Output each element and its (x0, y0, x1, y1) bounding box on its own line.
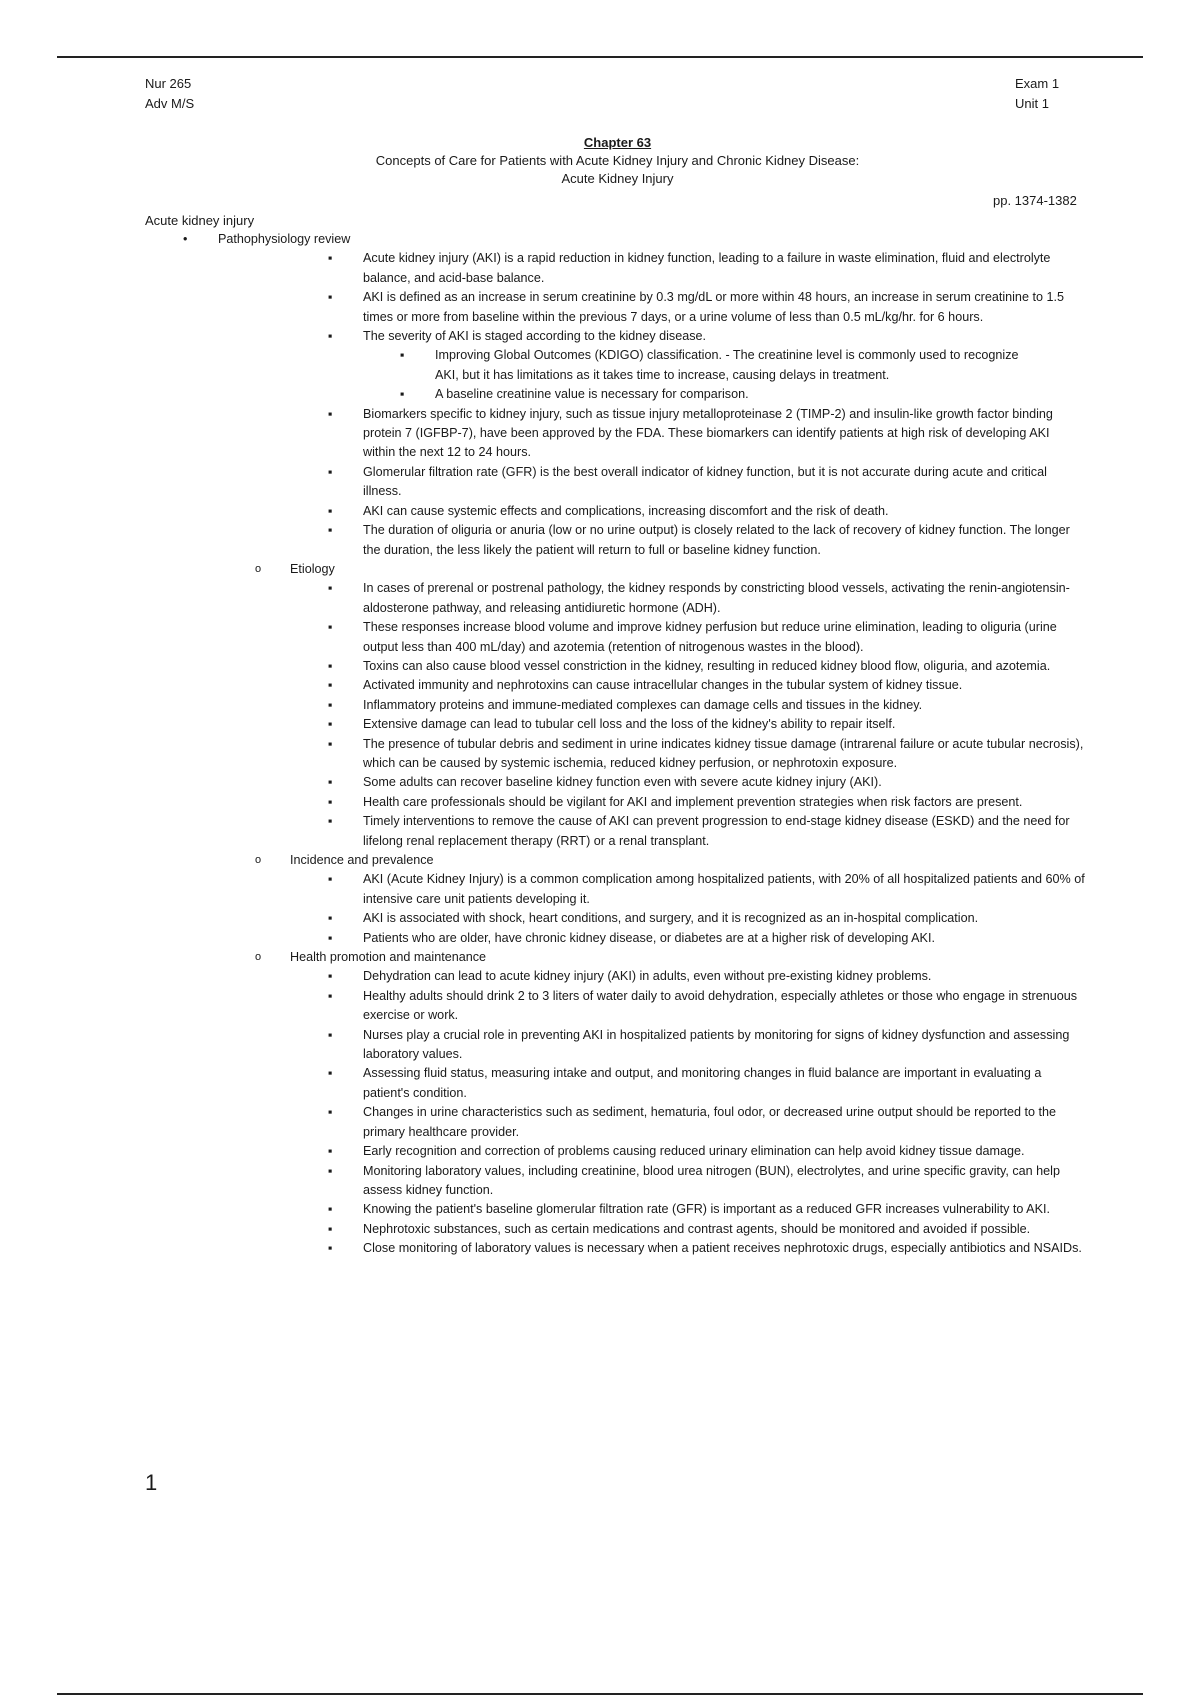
pathophysiology-list (0, 249, 1200, 346)
list-item (0, 405, 1200, 463)
unit-label: Unit 1 (1015, 96, 1049, 111)
bullet-disc-icon: • (183, 232, 188, 246)
list-item-text: Toxins can also cause blood vessel constriction in the kidney, resulting in reduced kidney blood flow, oliguria, and azotemia. (363, 658, 1051, 673)
bullet-square-icon: ▪ (328, 736, 333, 751)
top-rule (57, 56, 1143, 58)
chapter-subtitle-line1: Concepts of Care for Patients with Acute Kidney Injury and Chronic Kidney Disease: (375, 153, 860, 168)
list-item-text: Acute kidney injury (AKI) is a rapid reduction in kidney function, leading to a failure in waste elimination, fluid and electrolyte balance, and acid-base balance. (363, 251, 1051, 285)
health-promotion-heading-list (0, 948, 1200, 967)
bullet-square-icon: ▪ (328, 678, 333, 693)
list-item-etiology (0, 560, 1200, 579)
list-item-text: Some adults can recover baseline kidney function even with severe acute kidney injury (AKI). (363, 775, 882, 790)
incidence-label: Incidence and prevalence (290, 853, 434, 867)
list-item-text: Patients who are older, have chronic kidney disease, or diabetes are at a higher risk of developing AKI. (363, 930, 935, 945)
bullet-square-icon: ▪ (328, 814, 333, 829)
bullet-square-icon: ▪ (328, 969, 333, 984)
list-item-text: Assessing fluid status, measuring intake and output, and monitoring changes in fluid balance are important in evaluating a patient's condition. (363, 1066, 1042, 1100)
list-item (0, 1200, 1200, 1219)
list-item (0, 735, 1200, 774)
etiology-heading-list (0, 560, 1200, 579)
bullet-square-icon: ▪ (328, 775, 333, 790)
sub-list-item-text: A baseline creatinine value is necessary for comparison. (435, 387, 749, 402)
bullet-square-icon: ▪ (328, 988, 333, 1003)
list-item (0, 987, 1200, 1026)
list-item-text: The severity of AKI is staged according to the kidney disease. (363, 329, 707, 344)
pathophysiology-sublist (0, 346, 1200, 404)
bottom-rule (57, 1693, 1143, 1695)
health-promotion-label: Health promotion and maintenance (290, 950, 487, 965)
bullet-square-icon: ▪ (328, 503, 333, 518)
bullet-square-icon: ▪ (328, 464, 333, 479)
list-item (0, 1239, 1200, 1258)
list-item (0, 1162, 1200, 1201)
etiology-label: Etiology (290, 561, 335, 576)
list-item-text: AKI (Acute Kidney Injury) is a common complication among hospitalized patients, with 20% of all hospitalized patients and 60% of intensive care unit patients developing it. (363, 872, 1085, 906)
list-item (0, 967, 1200, 986)
bullet-square-icon: ▪ (328, 697, 333, 712)
list-item-text: In cases of prerenal or postrenal pathology, the kidney responds by constricting blood vessels, activating the renin-angiotensin-aldosterone pathway, and releasing antidiuretic hormone (ADH). (363, 581, 1070, 615)
bullet-square-icon: ▪ (328, 1066, 333, 1081)
list-item-text: Health care professionals should be vigilant for AKI and implement prevention strategies when risk factors are present. (363, 794, 1023, 809)
list-item (0, 249, 1200, 288)
bullet-square-icon: ▪ (328, 290, 333, 305)
exam-label: Exam 1 (1015, 76, 1060, 91)
title-block (0, 134, 1200, 188)
bullet-square-icon: ▪ (328, 1241, 333, 1256)
health-promotion-list (0, 967, 1200, 1258)
list-item-health-promotion (0, 948, 1200, 967)
bullet-square-icon: ▪ (328, 1163, 333, 1178)
list-item (0, 618, 1200, 657)
list-item-text: Timely interventions to remove the cause of AKI can prevent progression to end-stage kidney disease (ESKD) and the need for lifelong renal replacement therapy (RRT) or a renal transplant. (363, 814, 1070, 848)
bullet-square-icon: ▪ (328, 1105, 333, 1120)
list-item-text: Dehydration can lead to acute kidney injury (AKI) in adults, even without pre-existing kidney problems. (363, 969, 932, 984)
bullet-square-icon: ▪ (328, 581, 333, 596)
bullet-square-icon: ▪ (328, 523, 333, 538)
list-item-text: Changes in urine characteristics such as sediment, hematuria, foul odor, or decreased urine output should be reported to the primary healthcare provider. (363, 1105, 1057, 1139)
bullet-circle-icon: o (255, 951, 262, 964)
list-item-text: These responses increase blood volume and improve kidney perfusion but reduce urine elimination, leading to oliguria (urine output less than 400 mL/day) and azotemia (retention of nitrogenous wastes in the blood). (363, 620, 1057, 654)
bullet-square-icon: ▪ (328, 1027, 333, 1042)
list-item (0, 327, 1200, 346)
list-item (0, 676, 1200, 695)
list-item-text: Extensive damage can lead to tubular cell loss and the loss of the kidney's ability to repair itself. (363, 717, 896, 732)
bullet-square-icon: ▪ (328, 329, 333, 344)
bullet-square-icon: ▪ (328, 406, 333, 421)
list-item (0, 502, 1200, 521)
bullet-square-icon: ▪ (328, 1202, 333, 1217)
course-subtitle: Adv M/S (145, 96, 195, 111)
list-item-text: Inflammatory proteins and immune-mediated complexes can damage cells and tissues in the kidney. (363, 697, 923, 712)
bullet-square-icon: ▪ (328, 717, 333, 732)
bullet-square-icon: ▪ (400, 348, 405, 363)
bullet-square-icon: ▪ (328, 930, 333, 945)
page-number: 1 (145, 1470, 158, 1495)
list-item-text: Nephrotoxic substances, such as certain medications and contrast agents, should be monitored and avoided if possible. (363, 1221, 1031, 1236)
list-item (0, 657, 1200, 676)
bullet-square-icon: ▪ (328, 658, 333, 673)
incidence-list (0, 870, 1200, 948)
list-item (0, 793, 1200, 812)
list-item-pathophysiology (0, 230, 1200, 249)
list-item-text: Biomarkers specific to kidney injury, such as tissue injury metalloproteinase 2 (TIMP-2) and insulin-like growth factor binding protein 7 (IGFBP-7), have been approved by the FDA. These biomarkers can identify patients at high risk of developing AKI within the next 12 to 24 hours. (363, 406, 1053, 460)
bullet-square-icon: ▪ (328, 620, 333, 635)
bullet-circle-icon: o (255, 854, 262, 866)
list-item (0, 909, 1200, 928)
chapter-title: Chapter 63 (583, 135, 652, 150)
header-right (1015, 74, 1059, 114)
bullet-square-icon: ▪ (328, 1221, 333, 1236)
section-heading: Acute kidney injury (145, 213, 255, 228)
list-item (0, 715, 1200, 734)
sub-list-item (0, 385, 1200, 404)
list-item-text: Activated immunity and nephrotoxins can cause intracellular changes in the tubular system of kidney tissue. (363, 678, 963, 693)
sub-list-item (0, 346, 1200, 385)
course-code: Nur 265 (145, 76, 192, 91)
list-item (0, 1220, 1200, 1239)
list-item-text: Early recognition and correction of problems causing reduced urinary elimination can help avoid kidney tissue damage. (363, 1144, 1025, 1159)
list-item-text: Close monitoring of laboratory values is necessary when a patient receives nephrotoxic drugs, especially antibiotics and NSAIDs. (363, 1241, 1082, 1256)
list-item-text: Monitoring laboratory values, including creatinine, blood urea nitrogen (BUN), electrolytes, and urine specific gravity, can help assess kidney function. (363, 1163, 1060, 1197)
pathophysiology-label: Pathophysiology review (218, 232, 351, 246)
incidence-heading-list (0, 851, 1200, 870)
list-item (0, 1026, 1200, 1065)
notes-content (0, 230, 1200, 1259)
bullet-square-icon: ▪ (400, 387, 405, 402)
list-item-incidence (0, 851, 1200, 870)
list-item (0, 1142, 1200, 1161)
list-item (0, 929, 1200, 948)
pathophysiology-list-continued (0, 405, 1200, 560)
list-item-text: AKI is associated with shock, heart conditions, and surgery, and it is recognized as an in-hospital complication. (363, 911, 979, 926)
list-item (0, 463, 1200, 502)
bullet-square-icon: ▪ (328, 1144, 333, 1159)
list-item (0, 773, 1200, 792)
chapter-subtitle-line2: Acute Kidney Injury (561, 171, 674, 186)
list-item (0, 521, 1200, 560)
list-item (0, 579, 1200, 618)
list-item-text: AKI is defined as an increase in serum creatinine by 0.3 mg/dL or more within 48 hours, an increase in serum creatinine to 1.5 times or more from baseline within the previous 7 days, or a urine volume of less than 0.5 mL/kg/hr. for 6 hours. (363, 290, 1064, 324)
list-item-text: AKI can cause systemic effects and complications, increasing discomfort and the risk of death. (363, 503, 889, 518)
sub-list-item-text: Improving Global Outcomes (KDIGO) classification. - The creatinine level is commonly used to recognize AKI, but it has limitations as it takes time to increase, causing delays in treatment. (435, 348, 1019, 382)
level1-list (0, 230, 1200, 249)
list-item (0, 870, 1200, 909)
bullet-square-icon: ▪ (328, 794, 333, 809)
page-range: pp. 1374-1382 (993, 193, 1077, 208)
list-item (0, 812, 1200, 851)
list-item (0, 288, 1200, 327)
bullet-square-icon: ▪ (328, 872, 333, 887)
list-item-text: Healthy adults should drink 2 to 3 liters of water daily to avoid dehydration, especially athletes or those who engage in strenuous exercise or work. (363, 988, 1078, 1023)
list-item (0, 696, 1200, 715)
bullet-circle-icon: o (255, 562, 262, 575)
list-item-text: Nurses play a crucial role in preventing AKI in hospitalized patients by monitoring for signs of kidney dysfunction and assessing laboratory values. (363, 1027, 1070, 1062)
list-item (0, 1064, 1200, 1103)
list-item-text: The presence of tubular debris and sediment in urine indicates kidney tissue damage (intrarenal failure or acute tubular necrosis), which can be caused by systemic ischemia, reduced kidney perfusion, or nephrotoxin exposure. (363, 736, 1084, 770)
etiology-list (0, 579, 1200, 851)
list-item-text: The duration of oliguria or anuria (low or no urine output) is closely related to the lack of recovery of kidney function. The longer the duration, the less likely the patient will return to full or baseline kidney function. (363, 523, 1070, 557)
list-item-text: Glomerular filtration rate (GFR) is the best overall indicator of kidney function, but it is not accurate during acute and critical illness. (363, 464, 1047, 499)
header-left (145, 74, 194, 114)
bullet-square-icon: ▪ (328, 251, 333, 266)
list-item (0, 1103, 1200, 1142)
list-item-text: Knowing the patient's baseline glomerular filtration rate (GFR) is important as a reduced GFR increases vulnerability to AKI. (363, 1202, 1050, 1217)
bullet-square-icon: ▪ (328, 911, 333, 926)
